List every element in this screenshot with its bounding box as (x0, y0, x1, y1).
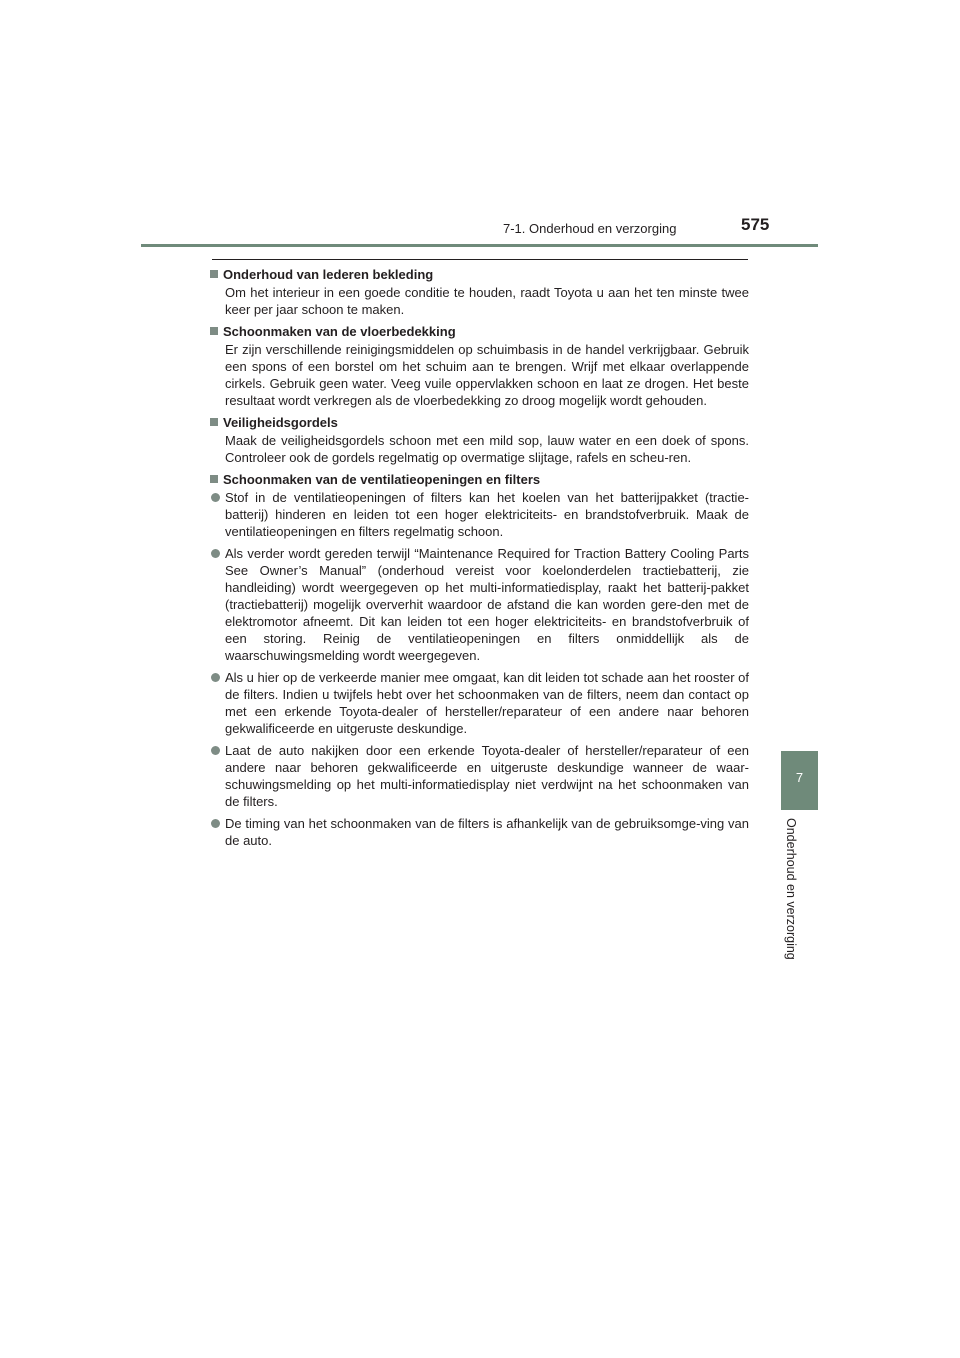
section-carpet-cleaning (210, 323, 749, 409)
section-heading (210, 323, 749, 340)
section-heading (210, 414, 749, 431)
list-item-text: Als u hier op de verkeerde manier mee omgaat, kan dit leiden tot schade aan het rooster of de filters. Indien u twijfels hebt over het schoonmaken van de filters, neem dan contact op met een erkende Toyota-dealer of hersteller/reparateur of een andere naar behoren gekwalificeerde en uitgeruste deskundige. (225, 670, 749, 736)
content-top-rule (212, 259, 748, 260)
chapter-number: 7 (795, 770, 804, 785)
main-content (210, 266, 749, 854)
section-heading-text: Onderhoud van lederen bekleding (223, 267, 434, 282)
chapter-title-vertical: Onderhoud en verzorging (784, 818, 798, 960)
header-rule (141, 244, 818, 247)
header-section-title: 7-1. Onderhoud en verzorging (503, 221, 677, 236)
section-heading-text: Schoonmaken van de ventilatieopeningen en filters (223, 472, 541, 487)
list-item (211, 815, 749, 849)
square-bullet-icon (210, 475, 218, 483)
section-heading (210, 266, 749, 283)
list-item-text: De timing van het schoonmaken van de filters is afhankelijk van de gebruiksomge-ving van de auto. (225, 816, 749, 848)
list-item (211, 489, 749, 540)
square-bullet-icon (210, 418, 218, 426)
section-vents-filters (210, 471, 749, 849)
square-bullet-icon (210, 270, 218, 278)
square-bullet-icon (210, 327, 218, 335)
list-item (211, 669, 749, 737)
circle-bullet-icon (211, 819, 220, 828)
page-number: 575 (741, 215, 770, 234)
list-item-text: Laat de auto nakijken door een erkende Toyota-dealer of hersteller/reparateur of een andere naar behoren gekwalificeerde en uitgeruste deskundige wanneer de waar-schuwingsmelding op het multi-informatiedisplay niet verdwijnt na het schoonmaken van de filters. (225, 743, 749, 809)
bullet-list (210, 489, 749, 849)
circle-bullet-icon (211, 673, 220, 682)
circle-bullet-icon (211, 746, 220, 755)
list-item-text: Als verder wordt gereden terwijl “Maintenance Required for Traction Battery Cooling Parts See Owner’s Manual” (onderhoud vereist voor koelonderdelen tractiebatterij, zie handleiding) wordt weergegeven op het multi-informatiedisplay, raakt het batterij-pakket (tractiebatterij) mogelijk oververhit waardoor de afstand die kan worden gere-den met de elektromotor afneemt. Dit kan leiden tot een hoger elektriciteits- en brandstofverbruik of een storing. Reinig de ventilatieopeningen en filters onmiddellijk als de waarschuwingsmelding wordt weergegeven. (225, 546, 749, 663)
section-body: Maak de veiligheidsgordels schoon met een mild sop, lauw water en een doek of spons. Controleer ook de gordels regelmatig op overmatige slijtage, rafels en scheu-ren. (225, 433, 749, 465)
circle-bullet-icon (211, 549, 220, 558)
section-body: Om het interieur in een goede conditie te houden, raadt Toyota u aan het ten minste twee keer per jaar schoon te maken. (225, 285, 749, 317)
section-heading (210, 471, 749, 488)
section-leather-upholstery (210, 266, 749, 318)
section-heading-text: Schoonmaken van de vloerbedekking (223, 324, 456, 339)
section-heading-text: Veiligheidsgordels (223, 415, 338, 430)
list-item (211, 545, 749, 664)
section-seat-belts (210, 414, 749, 466)
section-body: Er zijn verschillende reinigingsmiddelen op schuimbasis in de handel verkrijgbaar. Gebruik een spons of een borstel om het schuim aan te brengen. Wrijf met elkaar overlappende cirkels. Gebruik geen water. Veeg vuile oppervlakken schoon en laat ze drogen. Het beste resultaat wordt verkregen als de vloerbedekking zo droog mogelijk wordt gehouden. (225, 342, 749, 408)
circle-bullet-icon (211, 493, 220, 502)
list-item-text: Stof in de ventilatieopeningen of filters kan het koelen van het batterijpakket (tractie-batterij) hinderen en leiden tot een hoger elektriciteits- en brandstofverbruik. Maak de ventilatieopeningen en filters regelmatig schoon. (225, 490, 749, 539)
list-item (211, 742, 749, 810)
chapter-tab (781, 751, 818, 810)
